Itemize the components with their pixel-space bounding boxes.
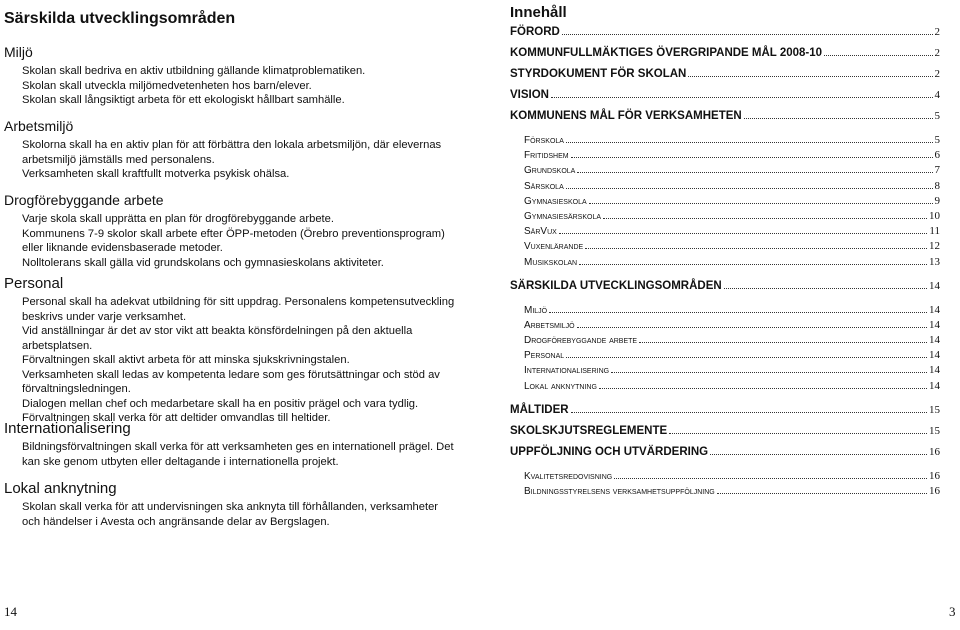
toc-dot-leader: [571, 412, 927, 413]
toc-dot-leader: [744, 118, 933, 119]
toc-entry-title: SÄRSKILDA UTVECKLINGSOMRÅDEN: [510, 279, 722, 292]
toc-entry[interactable]: [510, 404, 940, 416]
section-text-line: Dialogen mellan chef och medarbetare skall ha en positiv prägel och vara tydlig.: [22, 397, 419, 410]
toc-entry-title: Gymnasieskola: [524, 195, 587, 207]
toc-entry-title: Bildningsstyrelsens verksamhetsuppföljning: [524, 485, 715, 497]
toc-entry[interactable]: [524, 304, 940, 316]
toc-entry-title: Kvalitetsredovisning: [524, 470, 613, 482]
section-text-line: Nolltolerans skall gälla vid grundskolans och gymnasieskolans aktiviteter.: [22, 256, 384, 269]
toc-dot-leader: [577, 327, 927, 328]
section: [4, 192, 464, 270]
toc-entry-page: 7: [934, 164, 940, 177]
toc-entry-title: Vuxenlärande: [524, 241, 584, 253]
toc-dot-leader: [639, 342, 927, 343]
toc-dot-leader: [611, 372, 927, 373]
toc-entry-page: 5: [934, 134, 940, 146]
toc-dot-leader: [585, 248, 927, 249]
toc-dot-leader: [669, 433, 927, 434]
toc-entry-title: Fritidshem: [524, 150, 569, 162]
toc-entry-title: Personal: [524, 350, 565, 362]
toc-entry-title: Miljö: [524, 304, 548, 316]
toc-entry[interactable]: [524, 364, 940, 376]
toc-entry[interactable]: [524, 180, 940, 192]
toc-entry-title: UPPFÖLJNING OCH UTVÄRDERING: [510, 445, 709, 458]
toc-entry[interactable]: [524, 470, 940, 482]
section-heading: Arbetsmiljö: [4, 118, 74, 134]
toc-entry-title: Drogförebyggande arbete: [524, 335, 638, 346]
toc-entry-title: Internationalisering: [524, 365, 610, 377]
toc-dot-leader: [566, 357, 927, 358]
toc-entry-title: MÅLTIDER: [510, 403, 569, 416]
toc-dot-leader: [688, 76, 932, 77]
toc-entry[interactable]: [524, 319, 940, 331]
toc-entry[interactable]: [510, 425, 940, 437]
section-text-line: Förvaltningen skall verka för att deltider omvandlas till heltider.: [22, 412, 331, 424]
toc-entry[interactable]: [510, 89, 940, 101]
toc-dot-leader: [577, 172, 932, 173]
section: [4, 480, 464, 529]
section-text-line: Skolan skall långsiktigt arbeta för ett ekologiskt hållbart samhälle.: [22, 94, 345, 106]
toc-dot-leader: [710, 454, 927, 455]
section-text-line: kan ske genom utbyten eller deltagande i internationella projekt.: [22, 455, 339, 468]
section-heading: Drogförebyggande arbete: [4, 192, 164, 208]
section-text-line: Skolorna skall ha en aktiv plan för att förbättra den lokala arbetsmiljön, där elevernas: [22, 139, 442, 151]
toc-entry-page: 14: [929, 349, 940, 362]
section-text-line: Varje skola skall upprätta en plan för drogförebyggande arbete.: [22, 213, 334, 225]
section-text-line: och händelser i Avesta och angränsande delar av Bergslagen.: [22, 515, 330, 528]
toc-title: Innehåll: [510, 4, 567, 21]
toc-entry-page: 14: [929, 379, 940, 392]
toc-entry[interactable]: [524, 225, 940, 237]
toc-entry-page: 6: [934, 149, 940, 162]
toc-dot-leader: [579, 264, 927, 265]
toc-entry-title: STYRDOKUMENT FÖR SKOLAN: [510, 68, 687, 80]
section-heading: Lokal anknytning: [4, 480, 117, 497]
section-text-line: beskrivs under varje verksamhet.: [22, 310, 187, 323]
toc-entry-page: 13: [929, 255, 940, 268]
toc-entry-page: 2: [934, 47, 940, 59]
toc-entry-page: 11: [929, 225, 940, 238]
section-text-line: Bildningsförvaltningen skall verka för att verksamheten ges en internationell prägel. Det: [22, 441, 454, 453]
toc-entry-title: Arbetsmiljö: [524, 319, 575, 331]
section-text-line: Kommunens 7-9 skolor skall arbete efter ÖPP-metoden (Örebro preventionsprogram): [22, 227, 445, 240]
toc-entry[interactable]: [524, 256, 940, 268]
section: [4, 118, 464, 182]
toc-entry-page: 16: [929, 469, 940, 482]
toc-entry-title: SärVux: [524, 226, 557, 238]
page-number-right: 3: [949, 604, 956, 619]
toc-entry-title: KOMMUNFULLMÄKTIGES ÖVERGRIPANDE MÅL 2008-10: [510, 47, 823, 59]
toc-entry[interactable]: [524, 195, 940, 207]
toc-entry-page: 5: [934, 110, 940, 122]
toc-dot-leader: [571, 157, 933, 158]
toc-entry-page: 14: [929, 334, 940, 346]
section-text-line: Skolan skall bedriva en aktiv utbildning gällande klimatproblematiken.: [22, 65, 366, 77]
toc-dot-leader: [549, 312, 927, 313]
section-text-line: Verksamheten skall ledas av kompetenta ledare som ges förutsättningar och stöd av: [22, 368, 440, 381]
toc-entry[interactable]: [524, 485, 940, 497]
toc-dot-leader: [724, 288, 927, 289]
toc-entry-page: 14: [929, 364, 940, 377]
toc-entry-page: 8: [934, 179, 940, 192]
toc-entry-title: Särskola: [524, 180, 564, 192]
toc-entry[interactable]: [524, 240, 940, 252]
toc-entry-page: 2: [934, 68, 940, 80]
toc-entry-page: 2: [934, 26, 940, 38]
section: [4, 275, 464, 426]
toc-entry-page: 10: [929, 210, 940, 222]
section-heading: Miljö: [4, 44, 33, 60]
section-heading: Personal: [4, 275, 64, 292]
toc-entry-title: Förskola: [524, 135, 564, 146]
toc-entry-page: 9: [934, 194, 940, 207]
toc-entry-page: 12: [929, 240, 940, 253]
toc-entry[interactable]: [510, 280, 940, 292]
toc-entry[interactable]: [510, 26, 940, 38]
page-title: Särskilda utvecklingsområden: [4, 10, 236, 27]
toc-dot-leader: [589, 203, 933, 204]
toc-entry[interactable]: [524, 349, 940, 361]
toc-entry-title: Lokal anknytning: [524, 380, 597, 392]
toc-entry-page: 15: [929, 403, 940, 416]
section-text-line: Personal skall ha adekvat utbildning för sitt uppdrag. Personalens kompetensutveckling: [22, 296, 455, 308]
toc-entry-title: Gymnasiesärskola: [524, 211, 602, 222]
toc-entry-page: 15: [929, 424, 940, 437]
toc-entry-title: VISION: [510, 89, 549, 101]
toc-entry-page: 14: [929, 318, 940, 331]
toc-entry-page: 14: [929, 279, 940, 292]
toc-entry[interactable]: [524, 334, 940, 346]
toc-dot-leader: [551, 97, 933, 98]
page-number-left: 14: [4, 604, 17, 619]
toc-entry[interactable]: [510, 110, 940, 122]
section-text-line: Förvaltningen skall aktivt arbeta för att minska sjukskrivningstalen.: [22, 354, 350, 366]
section-text-line: Vid anställningar är det av stor vikt att beakta könsfördelningen på den aktuella: [22, 325, 413, 337]
toc-entry-page: 4: [934, 89, 940, 101]
section: [4, 420, 464, 469]
toc-entry[interactable]: [524, 149, 940, 161]
toc-entry-title: Grundskola: [524, 165, 576, 177]
toc-dot-leader: [614, 478, 927, 479]
section-text-line: arbetsmiljö jämställs med personalens.: [22, 153, 215, 166]
toc-dot-leader: [566, 142, 933, 143]
section-text-line: arbetsplatsen.: [22, 339, 93, 352]
toc-entry[interactable]: [524, 210, 940, 222]
section: [4, 44, 464, 108]
section-text-line: förvaltningsledningen.: [22, 383, 131, 395]
section-heading: Internationalisering: [4, 420, 131, 437]
toc-dot-leader: [559, 233, 928, 234]
section-text-line: Skolan skall verka för att undervisningen ska anknyta till förhållanden, verksamheter: [22, 501, 439, 513]
toc-entry-page: 14: [929, 303, 940, 316]
section-text-line: eller liknande evidensbaserade metoder.: [22, 242, 223, 254]
toc-entry-title: SKOLSKJUTSREGLEMENTE: [510, 424, 668, 437]
right-page: [480, 0, 960, 630]
toc-entry[interactable]: [524, 164, 940, 176]
toc-entry[interactable]: [510, 47, 940, 59]
toc-entry[interactable]: [510, 68, 940, 80]
toc-entry[interactable]: [524, 134, 940, 146]
toc-dot-leader: [717, 493, 927, 494]
toc-entry-page: 16: [929, 445, 940, 458]
toc-entry-title: FÖRORD: [510, 26, 560, 38]
toc-entry[interactable]: [510, 446, 940, 458]
toc-dot-leader: [603, 218, 927, 219]
toc-dot-leader: [824, 55, 932, 56]
toc-dot-leader: [562, 34, 933, 35]
section-text-line: Skolan skall utveckla miljömedvetenheten hos barn/elever.: [22, 79, 312, 92]
toc-entry-page: 16: [929, 484, 940, 497]
toc-dot-leader: [566, 188, 933, 189]
toc-entry-title: KOMMUNENS MÅL FÖR VERKSAMHETEN: [510, 110, 742, 122]
toc-entry-title: Musikskolan: [524, 256, 578, 268]
toc-dot-leader: [599, 388, 927, 389]
toc-entry[interactable]: [524, 380, 940, 392]
section-text-line: Verksamheten skall kraftfullt motverka psykisk ohälsa.: [22, 168, 290, 180]
